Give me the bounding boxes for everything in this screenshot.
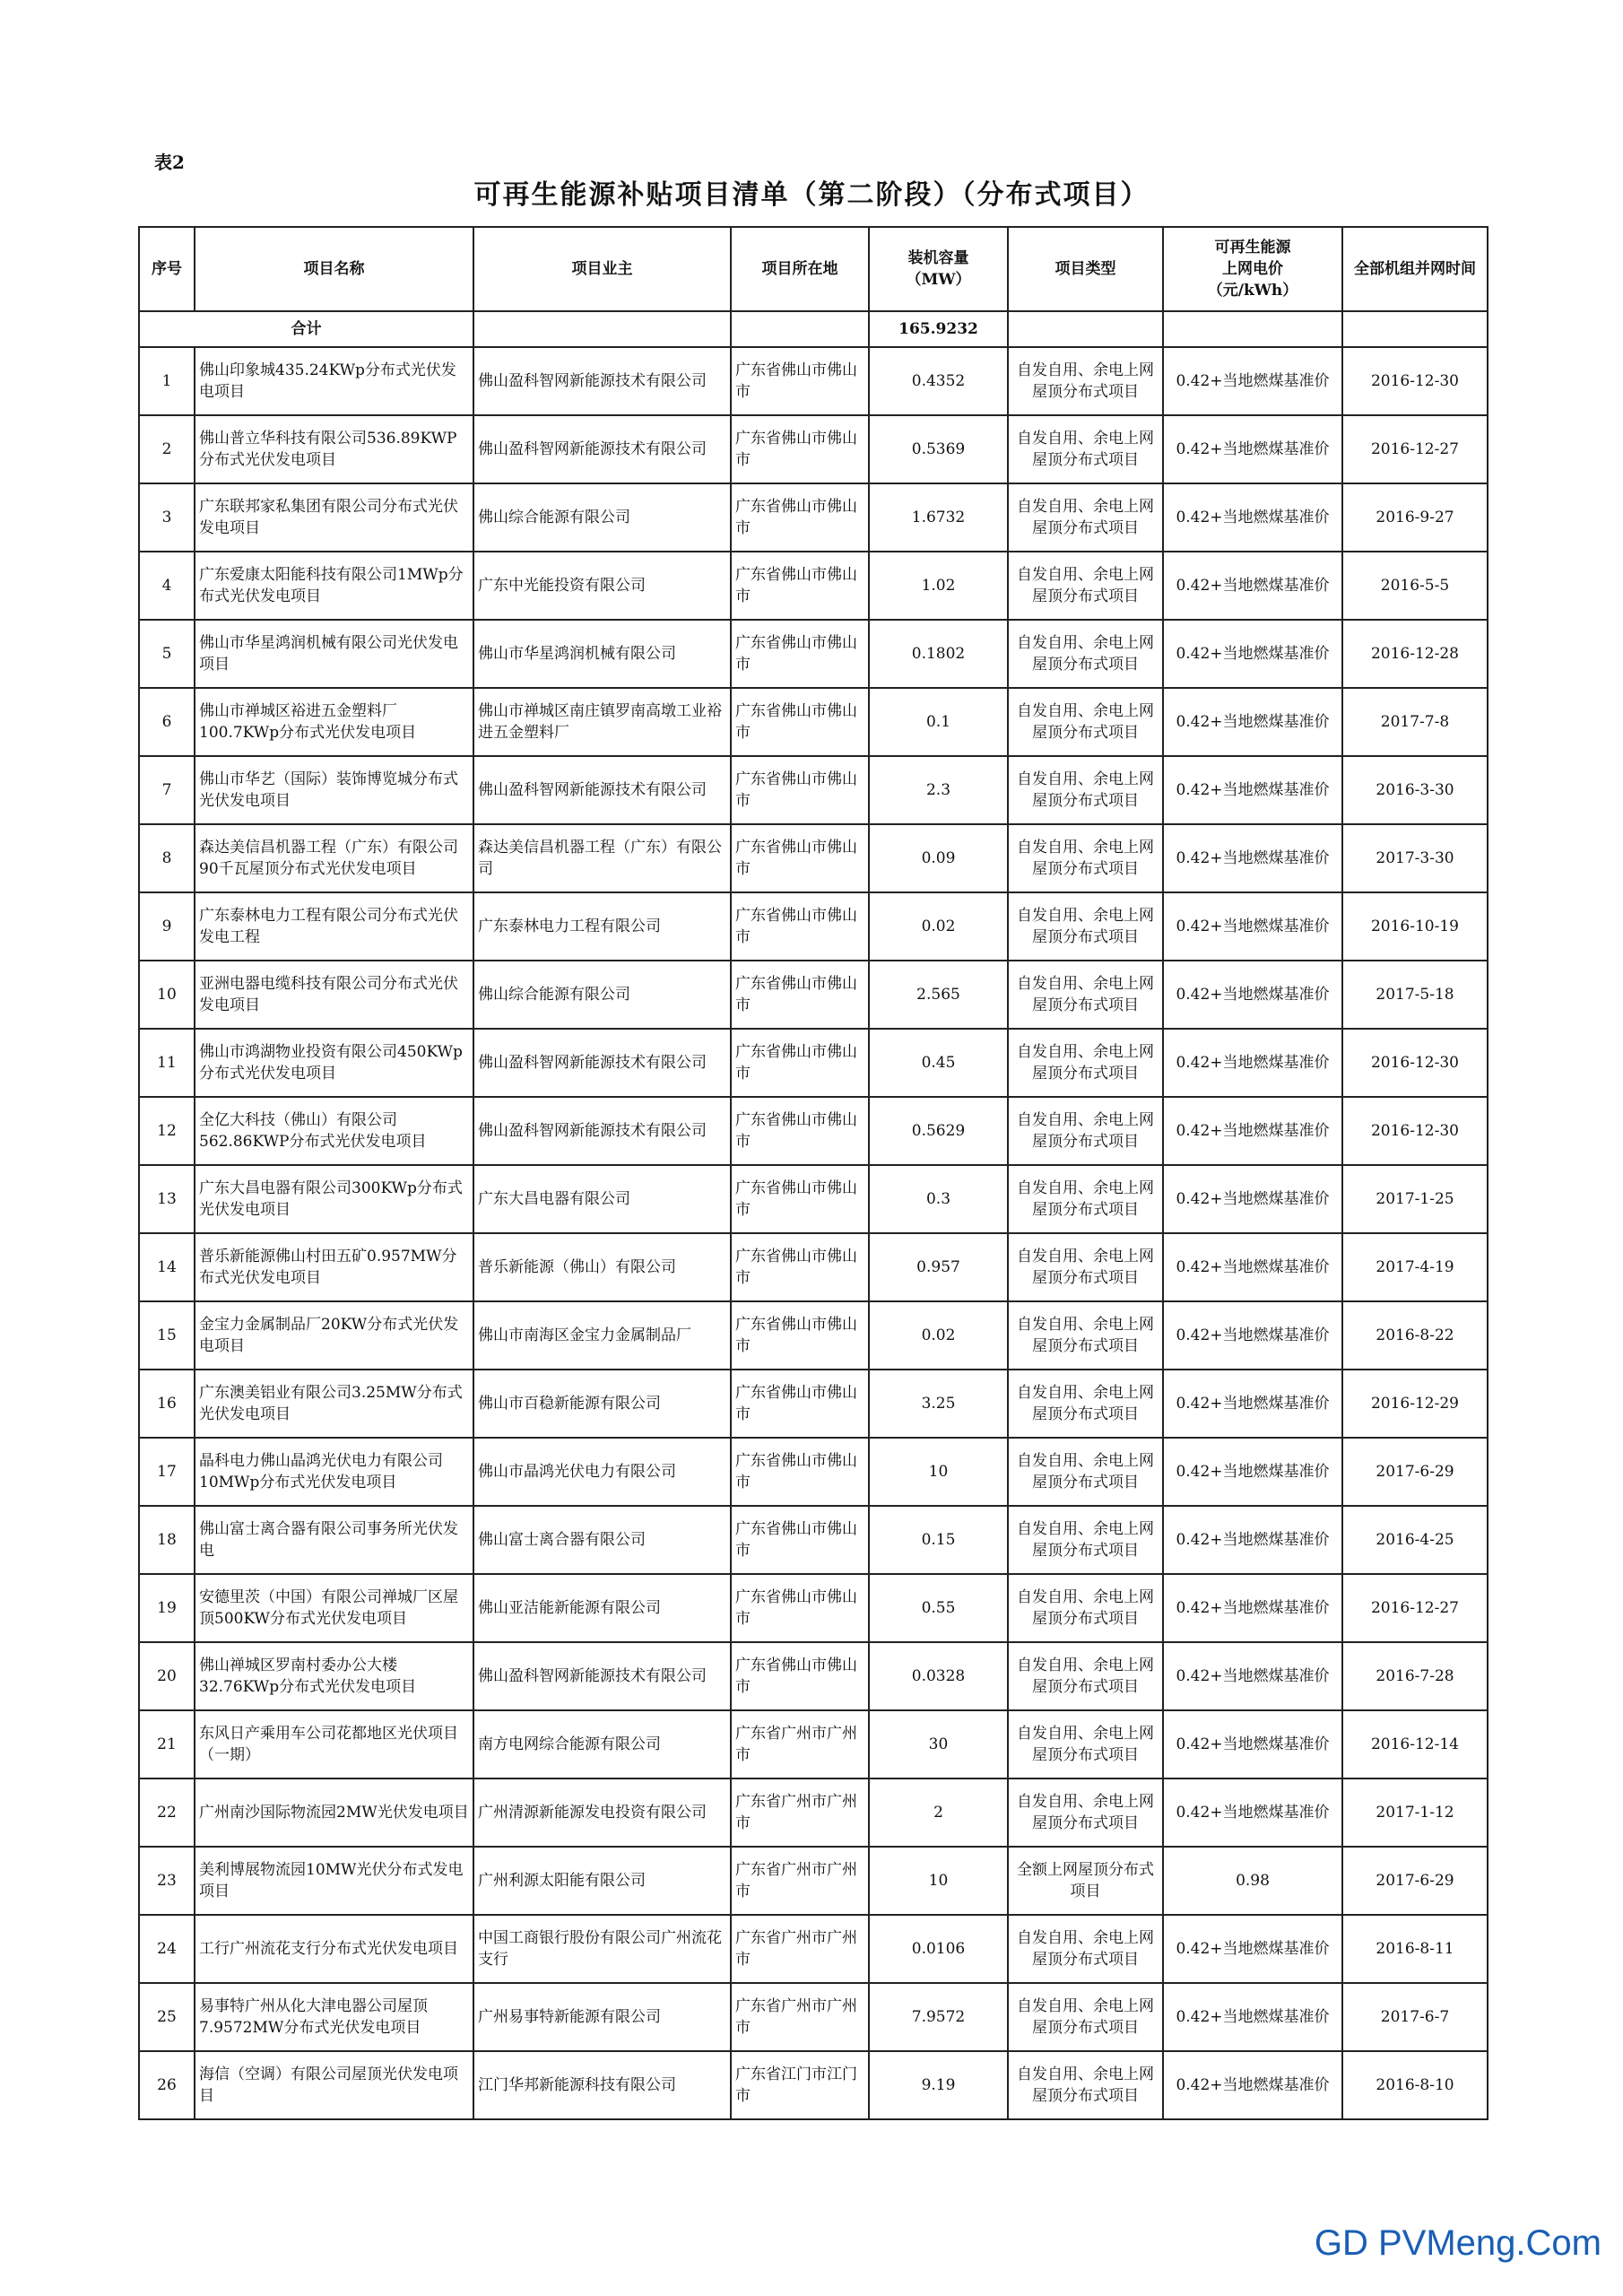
cell-no: 25 [139, 1983, 195, 2051]
total-row [139, 311, 1488, 347]
cell-owner: 佛山盈科智网新能源技术有限公司 [473, 415, 731, 483]
cell-type: 自发自用、余电上网屋顶分布式项目 [1008, 1233, 1163, 1301]
cell-date: 2017-6-7 [1342, 1983, 1488, 2051]
cell-type: 自发自用、余电上网屋顶分布式项目 [1008, 1779, 1163, 1847]
cell-type: 自发自用、余电上网屋顶分布式项目 [1008, 1506, 1163, 1574]
cell-project-name: 佛山印象城435.24KWp分布式光伏发电项目 [195, 347, 473, 415]
cell-owner: 佛山市百稳新能源有限公司 [473, 1370, 731, 1438]
cell-location: 广东省佛山市佛山市 [731, 1029, 869, 1097]
cell-project-name: 海信（空调）有限公司屋顶光伏发电项目 [195, 2051, 473, 2119]
table-row [139, 824, 1488, 892]
cell-project-name: 广东澳美铝业有限公司3.25MW分布式光伏发电项目 [195, 1370, 473, 1438]
cell-owner: 普乐新能源（佛山）有限公司 [473, 1233, 731, 1301]
cell-capacity: 2.565 [869, 961, 1008, 1029]
cell-no: 17 [139, 1438, 195, 1506]
cell-price: 0.42+当地燃煤基准价 [1163, 688, 1342, 756]
cell-project-name: 普乐新能源佛山村田五矿0.957MW分布式光伏发电项目 [195, 1233, 473, 1301]
cell-price: 0.42+当地燃煤基准价 [1163, 347, 1342, 415]
cell-price: 0.42+当地燃煤基准价 [1163, 1301, 1342, 1370]
cell-capacity: 0.15 [869, 1506, 1008, 1574]
cell-date: 2017-3-30 [1342, 824, 1488, 892]
cell-project-name: 全亿大科技（佛山）有限公司562.86KWP分布式光伏发电项目 [195, 1097, 473, 1165]
cell-no: 21 [139, 1710, 195, 1779]
table-row [139, 1029, 1488, 1097]
table-body [139, 311, 1488, 2119]
cell-date: 2016-7-28 [1342, 1642, 1488, 1710]
cell-location: 广东省佛山市佛山市 [731, 961, 869, 1029]
cell-date: 2016-8-10 [1342, 2051, 1488, 2119]
cell-type: 自发自用、余电上网屋顶分布式项目 [1008, 415, 1163, 483]
cell-owner: 佛山富士离合器有限公司 [473, 1506, 731, 1574]
cell-no: 20 [139, 1642, 195, 1710]
cell-price: 0.42+当地燃煤基准价 [1163, 1438, 1342, 1506]
cell-location: 广东省佛山市佛山市 [731, 552, 869, 620]
table-row [139, 2051, 1488, 2119]
cell-capacity: 7.9572 [869, 1983, 1008, 2051]
cell-date: 2017-6-29 [1342, 1438, 1488, 1506]
cell-capacity: 0.4352 [869, 347, 1008, 415]
cell-capacity: 10 [869, 1438, 1008, 1506]
total-date-cell [1342, 311, 1488, 347]
cell-owner: 广东大昌电器有限公司 [473, 1165, 731, 1233]
cell-owner: 佛山市晶鸿光伏电力有限公司 [473, 1438, 731, 1506]
header-col-name: 项目名称 [195, 227, 473, 311]
cell-price: 0.42+当地燃煤基准价 [1163, 2051, 1342, 2119]
cell-location: 广东省广州市广州市 [731, 1983, 869, 2051]
header-col-price: 可再生能源 上网电价 （元/kWh） [1163, 227, 1342, 311]
table-row [139, 415, 1488, 483]
table-row [139, 552, 1488, 620]
cell-no: 6 [139, 688, 195, 756]
cell-owner: 佛山盈科智网新能源技术有限公司 [473, 1029, 731, 1097]
cell-price: 0.42+当地燃煤基准价 [1163, 1233, 1342, 1301]
cell-project-name: 美利博展物流园10MW光伏分布式发电项目 [195, 1847, 473, 1915]
cell-type: 自发自用、余电上网屋顶分布式项目 [1008, 1301, 1163, 1370]
cell-capacity: 10 [869, 1847, 1008, 1915]
cell-date: 2017-7-8 [1342, 688, 1488, 756]
cell-capacity: 0.957 [869, 1233, 1008, 1301]
cell-type: 自发自用、余电上网屋顶分布式项目 [1008, 1710, 1163, 1779]
cell-price: 0.42+当地燃煤基准价 [1163, 1165, 1342, 1233]
cell-project-name: 佛山富士离合器有限公司事务所光伏发电 [195, 1506, 473, 1574]
cell-type: 自发自用、余电上网屋顶分布式项目 [1008, 1642, 1163, 1710]
cell-owner: 佛山市禅城区南庄镇罗南高墩工业裕进五金塑料厂 [473, 688, 731, 756]
cell-price: 0.42+当地燃煤基准价 [1163, 620, 1342, 688]
cell-location: 广东省佛山市佛山市 [731, 347, 869, 415]
cell-owner: 广东泰林电力工程有限公司 [473, 892, 731, 961]
cell-price: 0.42+当地燃煤基准价 [1163, 552, 1342, 620]
cell-capacity: 2 [869, 1779, 1008, 1847]
cell-location: 广东省佛山市佛山市 [731, 1370, 869, 1438]
cell-no: 19 [139, 1574, 195, 1642]
table-row [139, 1710, 1488, 1779]
cell-date: 2017-1-12 [1342, 1779, 1488, 1847]
total-owner-cell [473, 311, 731, 347]
cell-capacity: 0.0328 [869, 1642, 1008, 1710]
cell-date: 2016-12-14 [1342, 1710, 1488, 1779]
cell-location: 广东省佛山市佛山市 [731, 688, 869, 756]
cell-date: 2016-12-27 [1342, 415, 1488, 483]
cell-project-name: 森达美信昌机器工程（广东）有限公司90千瓦屋顶分布式光伏发电项目 [195, 824, 473, 892]
table-row [139, 620, 1488, 688]
cell-capacity: 0.1802 [869, 620, 1008, 688]
cell-no: 13 [139, 1165, 195, 1233]
table-row [139, 1574, 1488, 1642]
cell-project-name: 亚洲电器电缆科技有限公司分布式光伏发电项目 [195, 961, 473, 1029]
table-label: 表2 [154, 152, 185, 173]
cell-date: 2016-12-30 [1342, 347, 1488, 415]
cell-type: 自发自用、余电上网屋顶分布式项目 [1008, 892, 1163, 961]
cell-type: 自发自用、余电上网屋顶分布式项目 [1008, 347, 1163, 415]
table-row [139, 1847, 1488, 1915]
cell-project-name: 佛山市鸿湖物业投资有限公司450KWp分布式光伏发电项目 [195, 1029, 473, 1097]
table-row [139, 1097, 1488, 1165]
cell-owner: 佛山综合能源有限公司 [473, 483, 731, 552]
cell-location: 广东省佛山市佛山市 [731, 1233, 869, 1301]
cell-owner: 佛山盈科智网新能源技术有限公司 [473, 756, 731, 824]
cell-price: 0.42+当地燃煤基准价 [1163, 1370, 1342, 1438]
table-row [139, 1233, 1488, 1301]
cell-project-name: 佛山普立华科技有限公司536.89KWP分布式光伏发电项目 [195, 415, 473, 483]
cell-location: 广东省江门市江门市 [731, 2051, 869, 2119]
cell-location: 广东省佛山市佛山市 [731, 892, 869, 961]
cell-date: 2016-9-27 [1342, 483, 1488, 552]
cell-no: 11 [139, 1029, 195, 1097]
cell-location: 广东省佛山市佛山市 [731, 415, 869, 483]
header-col-capacity: 装机容量 （MW） [869, 227, 1008, 311]
cell-project-name: 金宝力金属制品厂20KW分布式光伏发电项目 [195, 1301, 473, 1370]
table-row [139, 1165, 1488, 1233]
cell-no: 24 [139, 1915, 195, 1983]
cell-date: 2016-12-30 [1342, 1097, 1488, 1165]
cell-price: 0.42+当地燃煤基准价 [1163, 1915, 1342, 1983]
cell-no: 4 [139, 552, 195, 620]
cell-price: 0.42+当地燃煤基准价 [1163, 1574, 1342, 1642]
cell-price: 0.98 [1163, 1847, 1342, 1915]
cell-price: 0.42+当地燃煤基准价 [1163, 961, 1342, 1029]
cell-type: 自发自用、余电上网屋顶分布式项目 [1008, 756, 1163, 824]
header-col-no: 序号 [139, 227, 195, 311]
cell-project-name: 广东大昌电器有限公司300KWp分布式光伏发电项目 [195, 1165, 473, 1233]
cell-owner: 广州清源新能源发电投资有限公司 [473, 1779, 731, 1847]
cell-owner: 南方电网综合能源有限公司 [473, 1710, 731, 1779]
cell-no: 12 [139, 1097, 195, 1165]
cell-no: 23 [139, 1847, 195, 1915]
cell-location: 广东省佛山市佛山市 [731, 1097, 869, 1165]
cell-owner: 佛山盈科智网新能源技术有限公司 [473, 1097, 731, 1165]
cell-no: 26 [139, 2051, 195, 2119]
cell-type: 自发自用、余电上网屋顶分布式项目 [1008, 1097, 1163, 1165]
cell-type: 自发自用、余电上网屋顶分布式项目 [1008, 1574, 1163, 1642]
cell-capacity: 0.02 [869, 1301, 1008, 1370]
cell-price: 0.42+当地燃煤基准价 [1163, 892, 1342, 961]
total-price-cell [1163, 311, 1342, 347]
cell-project-name: 东风日产乘用车公司花都地区光伏项目（一期） [195, 1710, 473, 1779]
cell-no: 7 [139, 756, 195, 824]
cell-capacity: 0.3 [869, 1165, 1008, 1233]
cell-owner: 广州易事特新能源有限公司 [473, 1983, 731, 2051]
document-title: 可再生能源补贴项目清单（第二阶段）（分布式项目） [473, 179, 1150, 211]
cell-price: 0.42+当地燃煤基准价 [1163, 1983, 1342, 2051]
cell-location: 广东省佛山市佛山市 [731, 483, 869, 552]
total-label: 合计 [139, 311, 473, 347]
cell-location: 广东省佛山市佛山市 [731, 1642, 869, 1710]
cell-location: 广东省广州市广州市 [731, 1710, 869, 1779]
cell-location: 广东省佛山市佛山市 [731, 620, 869, 688]
cell-owner: 佛山市华星鸿润机械有限公司 [473, 620, 731, 688]
table-row [139, 961, 1488, 1029]
cell-no: 8 [139, 824, 195, 892]
cell-capacity: 0.0106 [869, 1915, 1008, 1983]
cell-no: 9 [139, 892, 195, 961]
table-row [139, 1642, 1488, 1710]
table-row [139, 1779, 1488, 1847]
cell-type: 自发自用、余电上网屋顶分布式项目 [1008, 2051, 1163, 2119]
cell-date: 2017-4-19 [1342, 1233, 1488, 1301]
cell-owner: 广东中光能投资有限公司 [473, 552, 731, 620]
watermark: GD PVMeng.Com [1314, 2223, 1601, 2263]
cell-price: 0.42+当地燃煤基准价 [1163, 824, 1342, 892]
cell-no: 15 [139, 1301, 195, 1370]
cell-project-name: 易事特广州从化大津电器公司屋顶7.9572MW分布式光伏发电项目 [195, 1983, 473, 2051]
cell-owner: 佛山盈科智网新能源技术有限公司 [473, 1642, 731, 1710]
cell-price: 0.42+当地燃煤基准价 [1163, 1710, 1342, 1779]
cell-type: 自发自用、余电上网屋顶分布式项目 [1008, 1983, 1163, 2051]
table-row [139, 1915, 1488, 1983]
cell-type: 全额上网屋顶分布式项目 [1008, 1847, 1163, 1915]
table-row [139, 892, 1488, 961]
cell-no: 1 [139, 347, 195, 415]
cell-owner: 佛山盈科智网新能源技术有限公司 [473, 347, 731, 415]
table-row [139, 688, 1488, 756]
cell-type: 自发自用、余电上网屋顶分布式项目 [1008, 688, 1163, 756]
cell-owner: 江门华邦新能源科技有限公司 [473, 2051, 731, 2119]
header-col-owner: 项目业主 [473, 227, 731, 311]
cell-no: 10 [139, 961, 195, 1029]
cell-location: 广东省佛山市佛山市 [731, 824, 869, 892]
cell-type: 自发自用、余电上网屋顶分布式项目 [1008, 961, 1163, 1029]
table-row [139, 347, 1488, 415]
cell-location: 广东省广州市广州市 [731, 1847, 869, 1915]
cell-type: 自发自用、余电上网屋顶分布式项目 [1008, 552, 1163, 620]
cell-type: 自发自用、余电上网屋顶分布式项目 [1008, 483, 1163, 552]
cell-no: 14 [139, 1233, 195, 1301]
table-row [139, 1370, 1488, 1438]
cell-price: 0.42+当地燃煤基准价 [1163, 1029, 1342, 1097]
cell-capacity: 2.3 [869, 756, 1008, 824]
project-table [138, 226, 1488, 2120]
cell-project-name: 安德里茨（中国）有限公司禅城厂区屋顶500KW分布式光伏发电项目 [195, 1574, 473, 1642]
cell-owner: 佛山亚洁能新能源有限公司 [473, 1574, 731, 1642]
cell-location: 广东省广州市广州市 [731, 1915, 869, 1983]
cell-owner: 森达美信昌机器工程（广东）有限公司 [473, 824, 731, 892]
cell-location: 广东省佛山市佛山市 [731, 1301, 869, 1370]
cell-owner: 广州利源太阳能有限公司 [473, 1847, 731, 1915]
total-location-cell [731, 311, 869, 347]
cell-date: 2016-10-19 [1342, 892, 1488, 961]
cell-project-name: 工行广州流花支行分布式光伏发电项目 [195, 1915, 473, 1983]
cell-date: 2016-3-30 [1342, 756, 1488, 824]
cell-date: 2017-1-25 [1342, 1165, 1488, 1233]
table-row [139, 756, 1488, 824]
cell-type: 自发自用、余电上网屋顶分布式项目 [1008, 1165, 1163, 1233]
cell-date: 2016-8-11 [1342, 1915, 1488, 1983]
cell-location: 广东省佛山市佛山市 [731, 1506, 869, 1574]
cell-no: 18 [139, 1506, 195, 1574]
cell-project-name: 广州南沙国际物流园2MW光伏发电项目 [195, 1779, 473, 1847]
cell-date: 2016-12-29 [1342, 1370, 1488, 1438]
cell-project-name: 晶科电力佛山晶鸿光伏电力有限公司10MWp分布式光伏发电项目 [195, 1438, 473, 1506]
cell-price: 0.42+当地燃煤基准价 [1163, 1779, 1342, 1847]
cell-no: 3 [139, 483, 195, 552]
cell-date: 2016-12-30 [1342, 1029, 1488, 1097]
cell-project-name: 广东联邦家私集团有限公司分布式光伏发电项目 [195, 483, 473, 552]
cell-date: 2016-4-25 [1342, 1506, 1488, 1574]
cell-date: 2016-5-5 [1342, 552, 1488, 620]
cell-date: 2017-6-29 [1342, 1847, 1488, 1915]
cell-location: 广东省佛山市佛山市 [731, 1574, 869, 1642]
cell-price: 0.42+当地燃煤基准价 [1163, 483, 1342, 552]
cell-no: 16 [139, 1370, 195, 1438]
cell-owner: 中国工商银行股份有限公司广州流花支行 [473, 1915, 731, 1983]
cell-owner: 佛山市南海区金宝力金属制品厂 [473, 1301, 731, 1370]
table-row [139, 1506, 1488, 1574]
cell-location: 广东省佛山市佛山市 [731, 1165, 869, 1233]
cell-project-name: 广东泰林电力工程有限公司分布式光伏发电工程 [195, 892, 473, 961]
cell-type: 自发自用、余电上网屋顶分布式项目 [1008, 620, 1163, 688]
cell-date: 2016-8-22 [1342, 1301, 1488, 1370]
table-row [139, 1983, 1488, 2051]
cell-project-name: 广东爱康太阳能科技有限公司1MWp分布式光伏发电项目 [195, 552, 473, 620]
cell-capacity: 0.09 [869, 824, 1008, 892]
table-row [139, 1438, 1488, 1506]
header-col-type: 项目类型 [1008, 227, 1163, 311]
cell-project-name: 佛山市华艺（国际）装饰博览城分布式光伏发电项目 [195, 756, 473, 824]
cell-type: 自发自用、余电上网屋顶分布式项目 [1008, 1915, 1163, 1983]
cell-date: 2016-12-28 [1342, 620, 1488, 688]
cell-project-name: 佛山市华星鸿润机械有限公司光伏发电项目 [195, 620, 473, 688]
cell-location: 广东省佛山市佛山市 [731, 1438, 869, 1506]
cell-location: 广东省佛山市佛山市 [731, 756, 869, 824]
cell-owner: 佛山综合能源有限公司 [473, 961, 731, 1029]
cell-type: 自发自用、余电上网屋顶分布式项目 [1008, 824, 1163, 892]
cell-no: 2 [139, 415, 195, 483]
cell-capacity: 30 [869, 1710, 1008, 1779]
cell-price: 0.42+当地燃煤基准价 [1163, 415, 1342, 483]
cell-no: 22 [139, 1779, 195, 1847]
table-row [139, 1301, 1488, 1370]
total-capacity: 165.9232 [869, 311, 1008, 347]
cell-capacity: 0.55 [869, 1574, 1008, 1642]
cell-capacity: 1.02 [869, 552, 1008, 620]
cell-project-name: 佛山市禅城区裕进五金塑料厂100.7KWp分布式光伏发电项目 [195, 688, 473, 756]
cell-price: 0.42+当地燃煤基准价 [1163, 1097, 1342, 1165]
cell-capacity: 9.19 [869, 2051, 1008, 2119]
cell-type: 自发自用、余电上网屋顶分布式项目 [1008, 1029, 1163, 1097]
cell-capacity: 0.1 [869, 688, 1008, 756]
total-type-cell [1008, 311, 1163, 347]
header-col-date: 全部机组并网时间 [1342, 227, 1488, 311]
cell-capacity: 0.02 [869, 892, 1008, 961]
cell-price: 0.42+当地燃煤基准价 [1163, 1642, 1342, 1710]
cell-price: 0.42+当地燃煤基准价 [1163, 1506, 1342, 1574]
header-row [139, 227, 1488, 311]
table-row [139, 483, 1488, 552]
cell-project-name: 佛山禅城区罗南村委办公大楼32.76KWp分布式光伏发电项目 [195, 1642, 473, 1710]
cell-date: 2017-5-18 [1342, 961, 1488, 1029]
cell-capacity: 3.25 [869, 1370, 1008, 1438]
cell-date: 2016-12-27 [1342, 1574, 1488, 1642]
cell-no: 5 [139, 620, 195, 688]
cell-price: 0.42+当地燃煤基准价 [1163, 756, 1342, 824]
cell-type: 自发自用、余电上网屋顶分布式项目 [1008, 1438, 1163, 1506]
cell-location: 广东省广州市广州市 [731, 1779, 869, 1847]
cell-capacity: 1.6732 [869, 483, 1008, 552]
cell-type: 自发自用、余电上网屋顶分布式项目 [1008, 1370, 1163, 1438]
cell-capacity: 0.5629 [869, 1097, 1008, 1165]
cell-capacity: 0.45 [869, 1029, 1008, 1097]
header-col-location: 项目所在地 [731, 227, 869, 311]
cell-capacity: 0.5369 [869, 415, 1008, 483]
